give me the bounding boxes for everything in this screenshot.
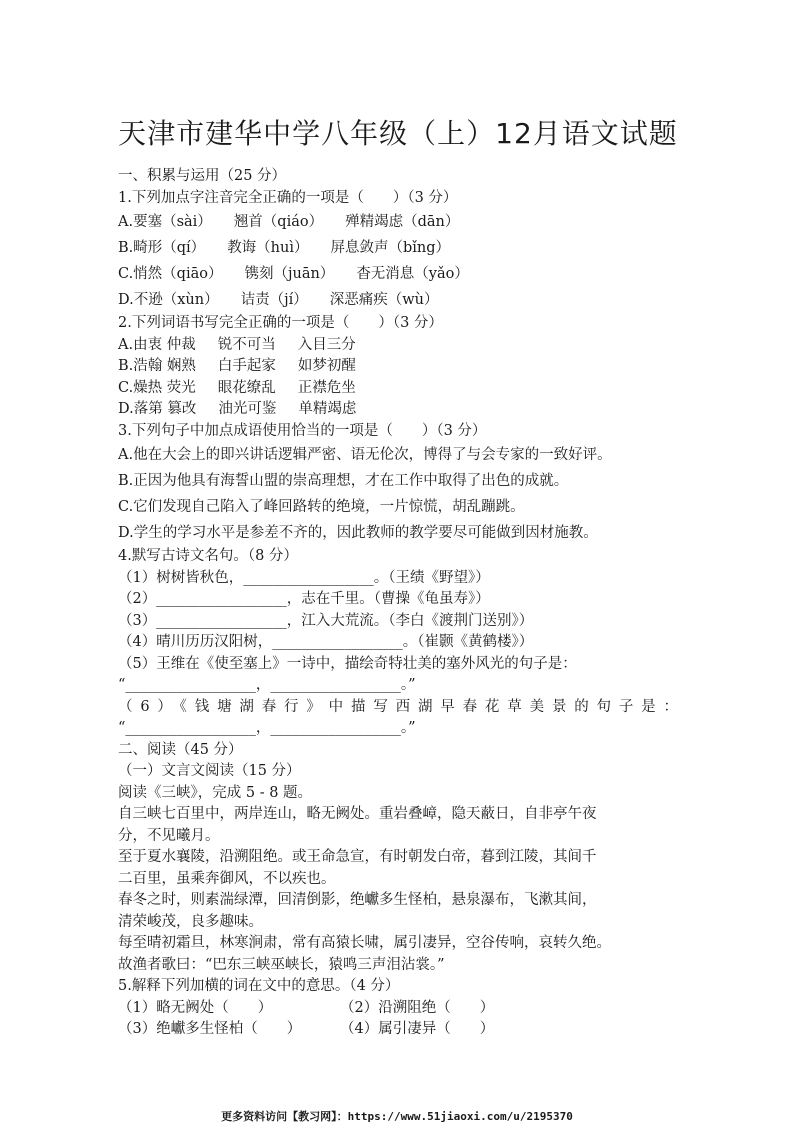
question-1-option-d: D.不逊（xùn） 诘责（jí） 深恶痛疾（wù） [118, 292, 439, 308]
question-3-option-a: A.他在大会上的即兴讲话逻辑严密、语无伦次，博得了与会专家的一致好评。 [118, 447, 612, 463]
question-4-blank: “__________________，__________________。” [118, 677, 416, 693]
question-4-item: （5）王维在《使至塞上》一诗中，描绘奇特壮美的塞外风光的句子是： [118, 655, 577, 672]
page-title: 天津市建华中学八年级（上）12月语文试题 [118, 117, 678, 150]
question-5-row: （1）略无阙处（ ） （2）沿溯阻绝（ ） [118, 999, 495, 1016]
question-4-item: （1）树树皆秋色，__________________。（王绩《野望》） [118, 569, 490, 586]
passage-line: 二百里，虽乘奔御风，不以疾也。 [118, 870, 336, 887]
question-4-item: （3）__________________，江入大荒流。（李白《渡荆门送别》） [118, 612, 534, 629]
passage-line: 清荣峻茂，良多趣味。 [118, 913, 263, 930]
question-3-option-c: C.它们发现自己陷入了峰回路转的绝境，一片惊慌，胡乱蹦跳。 [118, 499, 525, 515]
question-5-row: （3）绝巘多生怪柏（ ） （4）属引凄异（ ） [118, 1021, 495, 1037]
question-1-option-a: A.要塞（sài） 翘首（qiáo） 殚精竭虑（dān） [118, 214, 460, 230]
question-4-item: （4）晴川历历汉阳树，__________________。（崔颢《黄鹤楼》） [118, 634, 534, 650]
question-2-option-a: A.由衷 仲裁 锐不可当 入目三分 [118, 336, 356, 353]
subsection-heading: （一）文言文阅读（15 分） [118, 763, 301, 779]
question-2-stem: 2.下列词语书写完全正确的一项是（ ）（3 分） [118, 315, 443, 331]
question-2-option-d: D.落第 篡改 油光可鉴 单精竭虑 [118, 401, 357, 417]
question-1-stem: 1.下列加点字注音完全正确的一项是（ ）（3 分） [118, 189, 458, 206]
passage-line: 春冬之时，则素湍绿潭，回清倒影，绝巘多生怪柏，悬泉瀑布，飞漱其间， [118, 892, 597, 908]
question-3-stem: 3.下列句子中加点成语使用恰当的一项是（ ）（3 分） [118, 422, 487, 439]
question-4-item: （2）__________________，志在千里。（曹操《龟虽寿》） [118, 591, 490, 607]
question-3-option-b: B.正因为他具有海誓山盟的崇高理想，才在工作中取得了出色的成就。 [118, 473, 569, 489]
footer-link-text[interactable]: 更多资料访问【教习网】：https://www.51jiaoxi.com/u/2195370 [221, 1110, 573, 1123]
reading-intro: 阅读《三峡》，完成 5 - 8 题。 [118, 784, 313, 801]
passage-line: 自三峡七百里中，两岸连山，略无阙处。重岩叠嶂，隐天蔽日，自非亭午夜 [118, 806, 597, 822]
passage-line: 故渔者歌曰：“巴东三峡巫峡长，猿鸣三声泪沾裳。” [118, 956, 445, 973]
passage-line: 每至晴初霜旦，林寒涧肃，常有高猿长啸，属引凄异，空谷传响，哀转久绝。 [118, 935, 611, 951]
section-heading-1: 一、积累与运用（25 分） [118, 168, 287, 184]
question-2-option-b: B.浩翰 娴熟 白手起家 如梦初醒 [118, 358, 356, 374]
question-1-option-b: B.畸形（qí） 教诲（huì） 屏息敛声（bǐng） [118, 240, 451, 256]
exam-page [118, 112, 678, 1041]
question-3-option-d: D.学生的学习水平是参差不齐的，因此教师的教学要尽可能做到因材施教。 [118, 525, 598, 541]
section-heading-2: 二、阅读（45 分） [118, 741, 243, 758]
question-4-item: （6）《钱塘湖春行》中描写西湖早春花草美景的句子是： [118, 698, 678, 715]
passage-line: 至于夏水襄陵，沿溯阻绝。或王命急宣，有时朝发白帝，暮到江陵，其间千 [118, 849, 597, 865]
question-2-option-c: C.燥热 荧光 眼花缭乱 正襟危坐 [118, 379, 356, 396]
question-4-blank: “__________________，__________________。” [118, 720, 416, 736]
question-5-stem: 5.解释下列加横的词在文中的意思。（4 分） [118, 978, 400, 994]
question-4-stem: 4.默写古诗文名句。（8 分） [118, 548, 298, 564]
passage-line: 分，不见曦月。 [118, 827, 220, 844]
question-1-option-c: C.悄然（qiāo） 镌刻（juān） 杳无消息（yǎo） [118, 266, 469, 282]
